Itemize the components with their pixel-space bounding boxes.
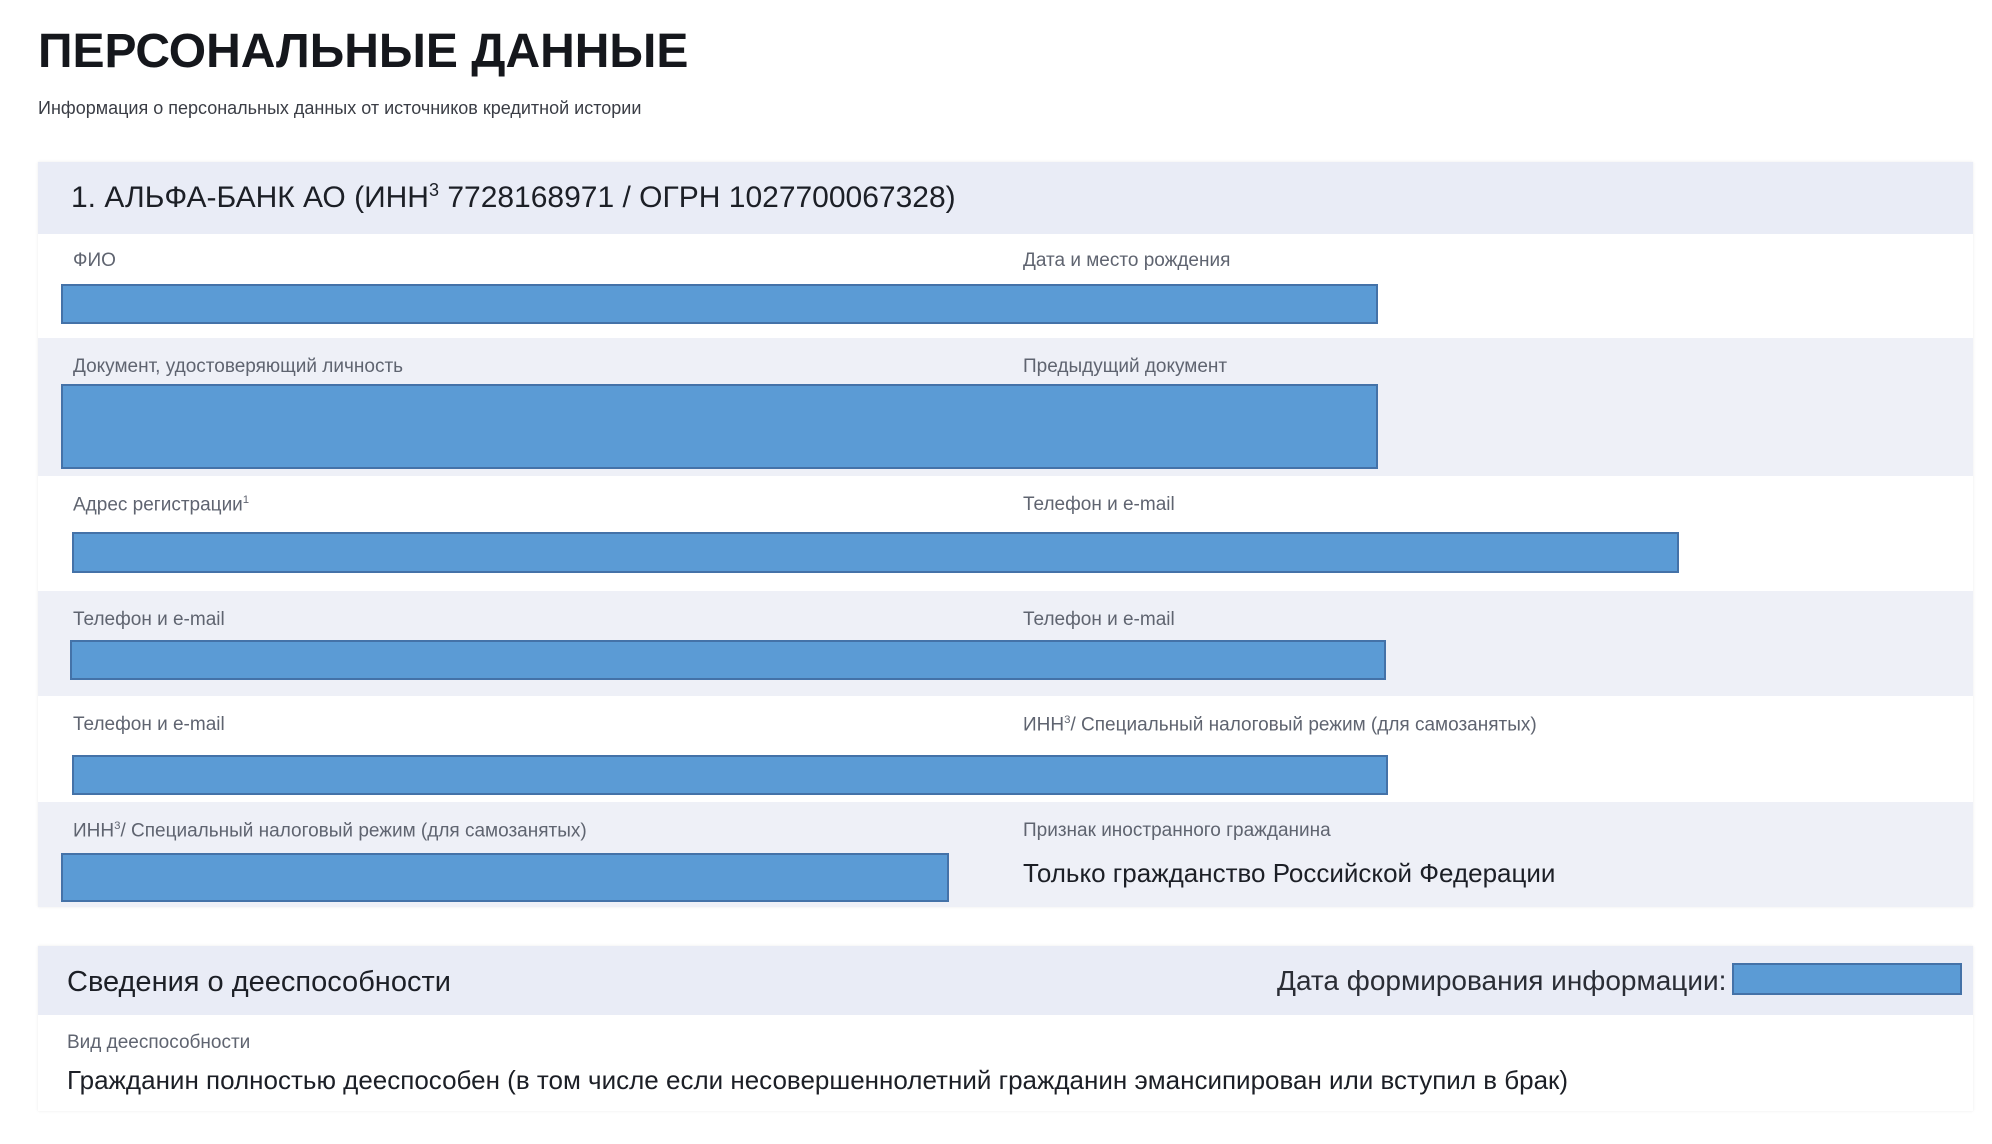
card-header	[38, 162, 1973, 234]
label-phone-email: Телефон и e-mail	[1023, 609, 1175, 630]
label-id-document: Документ, удостоверяющий личность	[73, 356, 404, 377]
source-title-prefix: 1. АЛЬФА-БАНК АО (ИНН	[71, 181, 429, 214]
label-birth: Дата и место рождения	[1023, 250, 1231, 271]
page-title: ПЕРСОНАЛЬНЫЕ ДАННЫЕ	[38, 25, 689, 78]
label-phone-email: Телефон и e-mail	[73, 609, 225, 630]
row-contacts-inn	[38, 696, 1973, 802]
row-capacity-type	[38, 1015, 1973, 1111]
label-phone-email: Телефон и e-mail	[1023, 494, 1175, 515]
label-capacity-type: Вид дееспособности	[67, 1032, 251, 1053]
label-inn-suffix: / Специальный налоговый режим (для самозанятых)	[1070, 714, 1537, 736]
label-inn-tax-regime	[73, 820, 587, 842]
redacted-value	[61, 384, 1378, 469]
footnote-mark: 3	[428, 180, 439, 200]
credit-source-card	[38, 162, 1973, 907]
label-inn-prefix: ИНН	[73, 820, 115, 842]
label-phone-email: Телефон и e-mail	[73, 714, 225, 735]
footnote-mark: 3	[114, 820, 121, 832]
label-address-text: Адрес регистрации	[73, 494, 243, 516]
legal-capacity-card	[38, 946, 1973, 1111]
label-previous-document: Предыдущий документ	[1023, 356, 1228, 377]
redacted-value	[72, 755, 1388, 795]
source-title-suffix: 7728168971 / ОГРН 1027700067328)	[438, 181, 956, 214]
date-label: Дата формирования информации:	[1277, 965, 1727, 996]
capacity-title: Сведения о дееспособности	[67, 966, 451, 998]
footnote-mark: 3	[1064, 714, 1071, 726]
redacted-value	[61, 853, 949, 902]
label-fio: ФИО	[73, 250, 116, 271]
redacted-date	[1732, 963, 1962, 995]
redacted-value	[61, 284, 1378, 324]
footnote-mark: 1	[242, 494, 250, 506]
label-inn-tax-regime	[1023, 714, 1537, 736]
label-address	[73, 494, 249, 516]
source-title	[71, 180, 956, 215]
page-subtitle: Информация о персональных данных от источников кредитной истории	[38, 98, 642, 118]
redacted-value	[72, 532, 1679, 573]
row-contacts	[38, 591, 1973, 696]
capacity-type-value: Гражданин полностью дееспособен (в том числе если несовершеннолетний гражданин эмансипирован или вступил в брак)	[67, 1065, 1569, 1095]
label-inn-suffix: / Специальный налоговый режим (для самозанятых)	[120, 820, 587, 842]
row-name-birth	[38, 234, 1973, 338]
citizenship-value: Только гражданство Российской Федерации	[1023, 858, 1556, 888]
row-address	[38, 476, 1973, 591]
label-inn-prefix: ИНН	[1023, 714, 1065, 736]
row-inn-citizenship	[38, 802, 1973, 907]
row-documents	[38, 338, 1973, 476]
card-header	[38, 946, 1973, 1015]
redacted-value	[70, 640, 1386, 680]
label-foreign-citizen: Признак иностранного гражданина	[1023, 820, 1331, 841]
